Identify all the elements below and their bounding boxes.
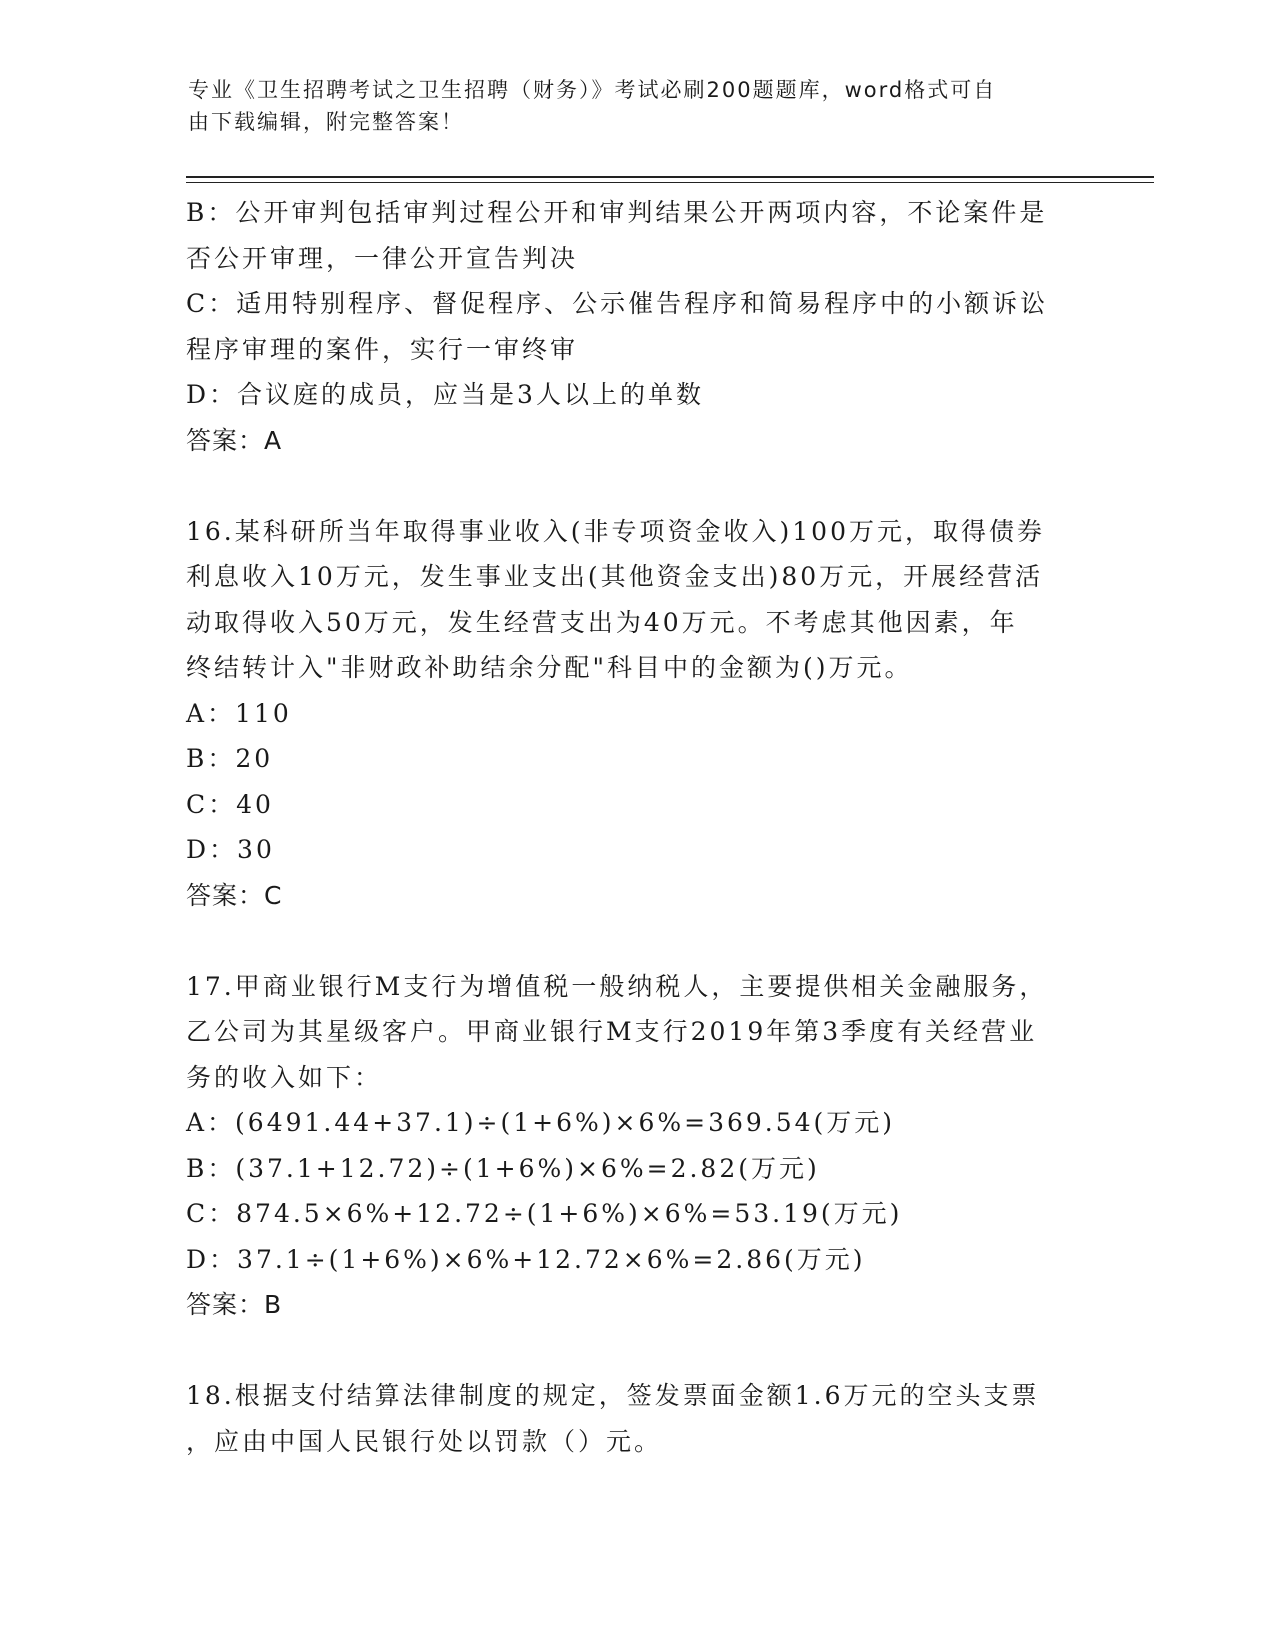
option-b-cont: 否公开审理，一律公开宣告判决 — [186, 243, 579, 273]
question-stem: 18.根据支付结算法律制度的规定，签发票面金额1.6万元的空头支票 — [186, 1381, 1040, 1410]
option-d: D：合议庭的成员，应当是3人以上的单数 — [186, 380, 704, 409]
question-stem: 17.甲商业银行M支行为增值税一般纳税人，主要提供相关金融服务， — [186, 971, 1048, 1001]
header-line: 由下载编辑，附完整答案！ — [188, 110, 464, 134]
answer-line: 答案：C — [186, 880, 283, 910]
question-stem: 动取得收入50万元，发生经营支出为40万元。不考虑其他因素，年 — [186, 607, 1018, 637]
question-stem: ，应由中国人民银行处以罚款（）元。 — [186, 1426, 663, 1456]
option-c: C：40 — [186, 789, 274, 819]
option-d: D：37.1÷(1+6%)×6%+12.72×6%=2.86(万元) — [186, 1244, 866, 1274]
question-stem: 利息收入10万元，发生事业支出(其他资金支出)80万元，开展经营活 — [186, 562, 1044, 591]
option-a: A：(6491.44+37.1)÷(1+6%)×6%=369.54(万元) — [186, 1108, 896, 1137]
option-b: B：(37.1+12.72)÷(1+6%)×6%=2.82(万元) — [186, 1153, 820, 1183]
option-b: B：20 — [186, 744, 274, 773]
question-block-15 — [186, 190, 1086, 463]
header-divider-thin — [186, 182, 1154, 183]
question-block-16 — [186, 509, 1086, 919]
answer-line: 答案：A — [186, 425, 283, 455]
question-block-17 — [186, 964, 1086, 1328]
option-c: C：适用特别程序、督促程序、公示催告程序和简易程序中的小额诉讼 — [186, 289, 1049, 318]
option-a: A：110 — [186, 698, 292, 728]
option-b: B：公开审判包括审判过程公开和审判结果公开两项内容，不论案件是 — [186, 198, 1048, 227]
header-line: 专业《卫生招聘考试之卫生招聘（财务）》考试必刷200题题库，word格式可自 — [188, 78, 997, 102]
question-stem: 16.某科研所当年取得事业收入(非专项资金收入)100万元，取得债券 — [186, 516, 1045, 546]
answer-line: 答案：B — [186, 1290, 283, 1319]
header-divider-thick — [186, 176, 1154, 178]
question-content — [186, 190, 1086, 1464]
question-stem: 务的收入如下： — [186, 1062, 383, 1092]
question-stem: 终结转计入"非财政补助结余分配"科目中的金额为()万元。 — [186, 653, 913, 682]
document-header — [188, 74, 1068, 138]
option-c-cont: 程序审理的案件，实行一审终审 — [186, 334, 579, 364]
option-d: D：30 — [186, 835, 275, 864]
question-stem: 乙公司为其星级客户。甲商业银行M支行2019年第3季度有关经营业 — [186, 1017, 1038, 1046]
option-c: C：874.5×6%+12.72÷(1+6%)×6%=53.19(万元) — [186, 1199, 903, 1228]
question-block-18 — [186, 1373, 1086, 1464]
